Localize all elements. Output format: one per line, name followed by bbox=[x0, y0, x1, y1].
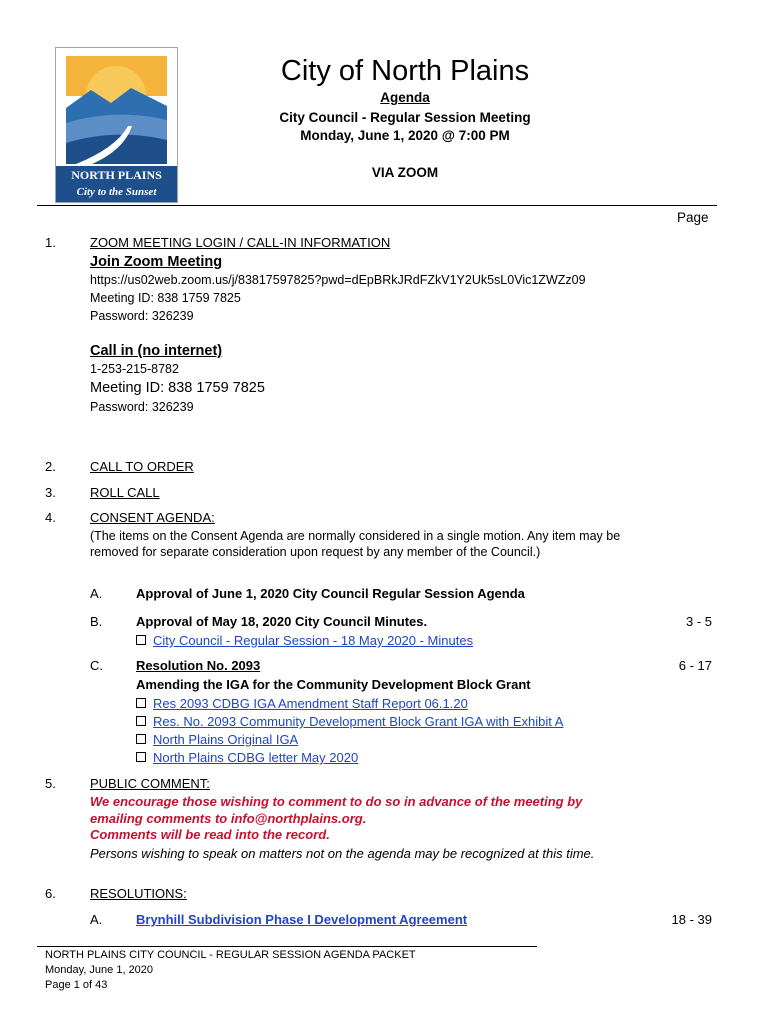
page-range: 6 - 17 bbox=[678, 658, 712, 673]
checkbox-bullet-icon bbox=[136, 734, 146, 744]
subitem-resolution-title: Resolution No. 2093 bbox=[136, 658, 261, 673]
subitem-letter: C. bbox=[90, 658, 103, 673]
item-number: 5. bbox=[45, 776, 56, 791]
public-comment-note: Persons wishing to speak on matters not on the agenda may be recognized at this time. bbox=[90, 846, 595, 861]
call-in-phone: 1-253-215-8782 bbox=[90, 362, 179, 376]
attachment-link[interactable]: North Plains CDBG letter May 2020 bbox=[153, 750, 359, 765]
checkbox-bullet-icon bbox=[136, 752, 146, 762]
zoom-meeting-id: Meeting ID: 838 1759 7825 bbox=[90, 291, 241, 305]
meeting-date: Monday, June 1, 2020 @ 7:00 PM bbox=[300, 128, 510, 143]
agenda-label: Agenda bbox=[380, 90, 430, 105]
attachment-item bbox=[136, 714, 563, 729]
attachment-link[interactable]: City Council - Regular Session - 18 May 2020 - Minutes bbox=[153, 633, 474, 648]
subitem-letter: A. bbox=[90, 912, 103, 927]
item-number: 4. bbox=[45, 510, 56, 525]
public-comment-notice: We encourage those wishing to comment to do so in advance of the meeting by emailing comments to info@northplains.org. bbox=[90, 794, 583, 826]
zoom-password: Password: 326239 bbox=[90, 309, 194, 323]
item-number: 6. bbox=[45, 886, 56, 901]
attachment-item bbox=[136, 696, 468, 711]
item-heading-resolutions: RESOLUTIONS: bbox=[90, 886, 187, 901]
item-heading-public-comment: PUBLIC COMMENT: bbox=[90, 776, 210, 791]
zoom-url[interactable]: https://us02web.zoom.us/j/83817597825?pwd=dEpBRkJRdFZkV1Y2Uk5sL0Vic1ZWZz09 bbox=[90, 273, 586, 287]
checkbox-bullet-icon bbox=[136, 698, 146, 708]
item-number: 1. bbox=[45, 235, 56, 250]
checkbox-bullet-icon bbox=[136, 635, 146, 645]
page-range: 18 - 39 bbox=[671, 912, 712, 927]
attachment-link[interactable]: North Plains Original IGA bbox=[153, 732, 299, 747]
footer-packet-title: NORTH PLAINS CITY COUNCIL - REGULAR SESSION AGENDA PACKET bbox=[45, 949, 416, 961]
call-in-title: Call in (no internet) bbox=[90, 343, 223, 359]
page-column-header: Page bbox=[677, 210, 709, 225]
header-divider bbox=[37, 205, 717, 206]
call-in-password: Password: 326239 bbox=[90, 400, 194, 414]
logo-tagline-text: City to the Sunset bbox=[76, 186, 157, 198]
item-heading-zoom: ZOOM MEETING LOGIN / CALL-IN INFORMATION bbox=[90, 235, 391, 250]
item-number: 2. bbox=[45, 459, 56, 474]
attachment-item bbox=[136, 633, 473, 648]
meeting-title: City Council - Regular Session Meeting bbox=[279, 110, 531, 125]
footer-page-number: Page 1 of 43 bbox=[45, 979, 108, 991]
city-title: City of North Plains bbox=[280, 55, 530, 87]
join-zoom-title: Join Zoom Meeting bbox=[90, 254, 223, 270]
via-zoom-label: VIA ZOOM bbox=[371, 165, 439, 180]
attachment-item bbox=[136, 732, 298, 747]
attachment-link[interactable]: Res 2093 CDBG IGA Amendment Staff Report 06.1.20 bbox=[153, 696, 468, 711]
checkbox-bullet-icon bbox=[136, 716, 146, 726]
subitem-minutes-approval: Approval of May 18, 2020 City Council Minutes. bbox=[136, 614, 428, 629]
public-comment-read-notice: Comments will be read into the record. bbox=[90, 827, 330, 842]
subitem-letter: B. bbox=[90, 614, 103, 629]
footer-date: Monday, June 1, 2020 bbox=[45, 964, 154, 976]
page-range: 3 - 5 bbox=[685, 614, 712, 629]
item-number: 3. bbox=[45, 485, 56, 500]
item-heading-roll-call: ROLL CALL bbox=[90, 485, 160, 500]
footer-divider bbox=[37, 946, 537, 947]
city-logo bbox=[55, 47, 178, 203]
subitem-agenda-approval: Approval of June 1, 2020 City Council Regular Session Agenda bbox=[136, 586, 525, 601]
subitem-resolution-subtitle: Amending the IGA for the Community Development Block Grant bbox=[136, 677, 531, 692]
call-in-meeting-id: Meeting ID: 838 1759 7825 bbox=[90, 380, 265, 396]
logo-name-text: NORTH PLAINS bbox=[71, 168, 162, 182]
item-heading-call-to-order: CALL TO ORDER bbox=[90, 459, 194, 474]
subitem-development-agreement-link[interactable]: Brynhill Subdivision Phase I Development Agreement bbox=[136, 912, 468, 927]
attachment-link[interactable]: Res. No. 2093 Community Development Block Grant IGA with Exhibit A bbox=[153, 714, 564, 729]
attachment-item bbox=[136, 750, 358, 765]
consent-agenda-description: (The items on the Consent Agenda are normally considered in a single motion. Any item may be removed for separate consideration upon request by any member of the Council.) bbox=[90, 529, 621, 559]
subitem-letter: A. bbox=[90, 586, 103, 601]
item-heading-consent-agenda: CONSENT AGENDA: bbox=[90, 510, 215, 525]
